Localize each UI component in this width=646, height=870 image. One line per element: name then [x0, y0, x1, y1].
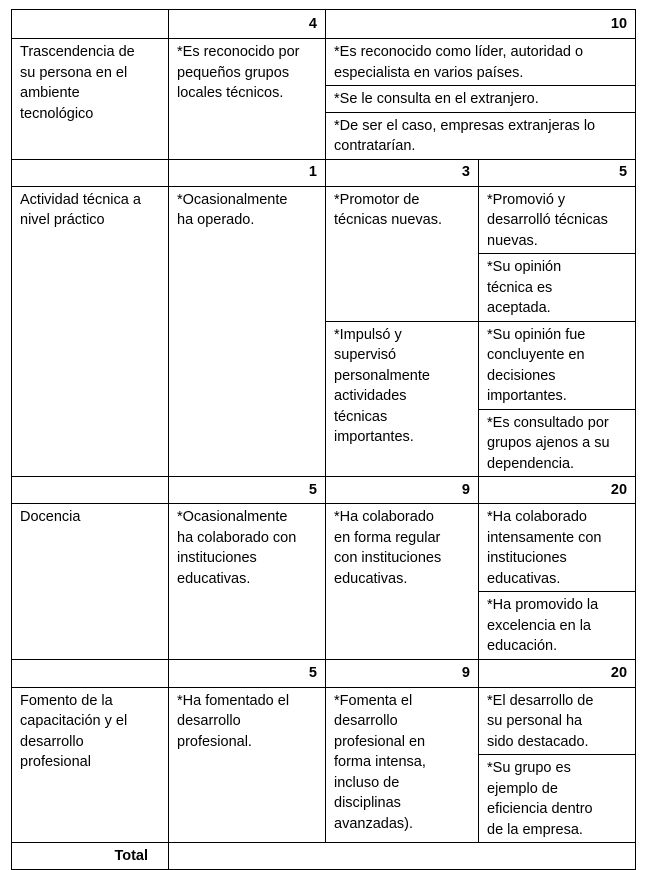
descriptor-cell: *Su opinión técnica es aceptada.: [479, 254, 636, 322]
points-header-row: [12, 159, 636, 186]
criterion-label: Trascendencia de su persona en el ambiente tecnológico: [12, 39, 169, 160]
descriptor-cell: *Es reconocido por pequeños grupos locales técnicos.: [169, 39, 326, 160]
points-header-row: [12, 659, 636, 687]
total-value-cell: [169, 843, 636, 870]
descriptor-cell: *Promovió y desarrolló técnicas nuevas.: [479, 186, 636, 254]
criterion-label: Actividad técnica a nivel práctico: [12, 186, 169, 477]
descriptor-cell: *Su opinión fue concluyente en decisiones importantes.: [479, 321, 636, 409]
descriptor-cell: *Promotor de técnicas nuevas.: [326, 186, 479, 321]
total-label: Total: [12, 843, 169, 870]
points-header-row: [12, 10, 636, 39]
criterion-label: Docencia: [12, 504, 169, 660]
criteria-row: [12, 687, 636, 755]
descriptor-cell: *Ocasionalmente ha operado.: [169, 186, 326, 477]
evaluation-table: [11, 9, 636, 870]
descriptor-cell: *Ha fomentado el desarrollo profesional.: [169, 687, 326, 843]
points-value: 5: [479, 159, 636, 186]
points-value: 20: [479, 477, 636, 504]
points-header-row: [12, 477, 636, 504]
points-value: 20: [479, 659, 636, 687]
total-row: [12, 843, 636, 870]
criteria-row: [12, 39, 636, 86]
points-value: 9: [326, 659, 479, 687]
points-value: 9: [326, 477, 479, 504]
points-value: 3: [326, 159, 479, 186]
descriptor-cell: *Ocasionalmente ha colaborado con instituciones educativas.: [169, 504, 326, 660]
criterion-label: Fomento de la capacitación y el desarrollo profesional: [12, 687, 169, 843]
descriptor-cell: *Ha colaborado en forma regular con instituciones educativas.: [326, 504, 479, 660]
points-value: 5: [169, 477, 326, 504]
descriptor-cell: *Su grupo es ejemplo de eficiencia dentro de la empresa.: [479, 755, 636, 843]
criteria-row: [12, 504, 636, 592]
descriptor-cell: *Impulsó y supervisó personalmente actividades técnicas importantes.: [326, 321, 479, 477]
descriptor-cell: *El desarrollo de su personal ha sido destacado.: [479, 687, 636, 755]
descriptor-cell: *Es consultado por grupos ajenos a su dependencia.: [479, 409, 636, 477]
criteria-row: [12, 186, 636, 254]
points-value: 10: [326, 10, 636, 39]
descriptor-cell: *Ha colaborado intensamente con instituciones educativas.: [479, 504, 636, 592]
points-value: 4: [169, 10, 326, 39]
descriptor-cell: *Fomenta el desarrollo profesional en forma intensa, incluso de disciplinas avanzadas).: [326, 687, 479, 843]
points-value: 5: [169, 659, 326, 687]
points-value: 1: [169, 159, 326, 186]
descriptor-cell: *Se le consulta en el extranjero.: [326, 86, 636, 113]
descriptor-cell: *De ser el caso, empresas extranjeras lo contratarían.: [326, 112, 636, 159]
descriptor-cell: *Es reconocido como líder, autoridad o especialista en varios países.: [326, 39, 636, 86]
descriptor-cell: *Ha promovido la excelencia en la educación.: [479, 592, 636, 660]
